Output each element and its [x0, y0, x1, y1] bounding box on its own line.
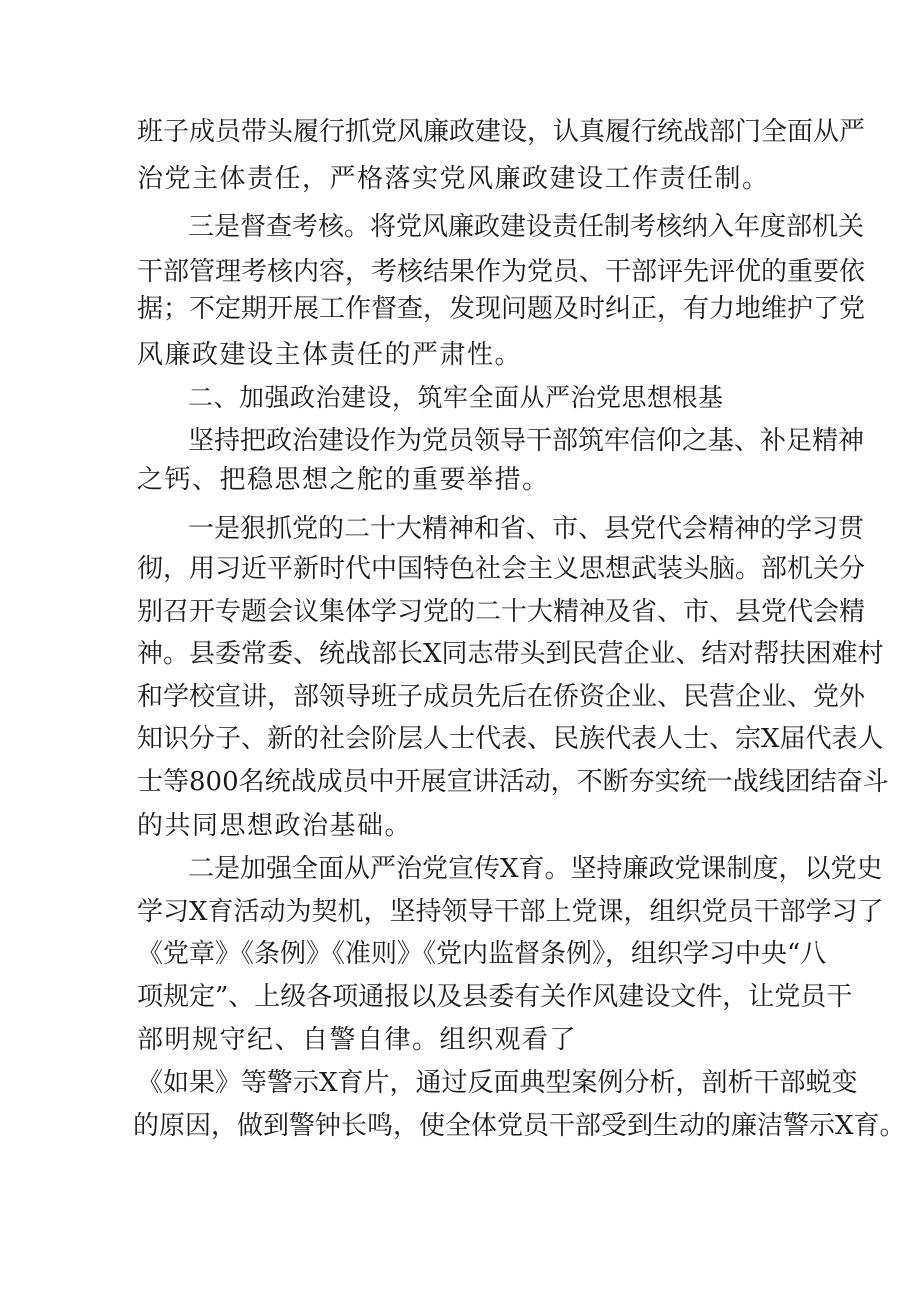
- paragraph-line: 和学校宣讲，部领导班子成员先后在侨资企业、民营企业、党外: [137, 682, 866, 712]
- paragraph-line: 一是狠抓党的二十大精神和省、市、县党代会精神的学习贯: [188, 514, 865, 544]
- paragraph-line: 士等800名统战成员中开展宣讲活动，不断夯实统一战线团结奋斗: [137, 767, 889, 797]
- paragraph-line: 据；不定期开展工作督查，发现问题及时纠正，有力地维护了党: [137, 294, 866, 324]
- paragraph-line: 之钙、把稳思想之舵的重要举措。: [137, 465, 550, 495]
- paragraph-line: 三是督查考核。将党风廉政建设责任制考核纳入年度部机关: [188, 212, 865, 242]
- paragraph-line: 治党主体责任，严格落实党风廉政建设工作责任制。: [137, 164, 770, 194]
- paragraph-line: 学习X育活动为契机，坚持领导干部上党课，组织党员干部学习了: [137, 897, 884, 927]
- paragraph-line: 彻，用习近平新时代中国特色社会主义思想武装头脑。部机关分: [137, 554, 866, 584]
- paragraph-line: 风廉政建设主体责任的严肃性。: [137, 340, 523, 370]
- paragraph-line: 部明规守纪、自警自律。组织观看了: [137, 1025, 578, 1055]
- paragraph-line: 神。县委常委、统战部长X同志带头到民营企业、结对帮扶困难村: [137, 639, 884, 669]
- paragraph-line: 《如果》等警示X育片，通过反面典型案例分析，剖析干部蜕变: [137, 1068, 858, 1098]
- paragraph-line: 的原因，做到警钟长鸣，使全体党员干部受到生动的廉洁警示X育。: [133, 1111, 906, 1141]
- paragraph-line: 别召开专题会议集体学习党的二十大精神及省、市、县党代会精: [137, 597, 866, 627]
- paragraph-line: 坚持把政治建设作为党员领导干部筑牢信仰之基、补足精神: [188, 426, 865, 456]
- paragraph-line: 项规定”、上级各项通报以及县委有关作风建设文件，让党员干: [137, 982, 853, 1012]
- section-heading: 二、加强政治建设，筑牢全面从严治党思想根基: [188, 383, 724, 412]
- paragraph-line: 《党章》《条例》《准则》《党内监督条例》，组织学习中央“八: [137, 939, 827, 969]
- paragraph-line: 班子成员带头履行抓党风廉政建设，认真履行统战部门全面从严: [137, 117, 866, 147]
- paragraph-line: 二是加强全面从严治党宣传X育。坚持廉政党课制度，以党史: [188, 854, 883, 884]
- paragraph-line: 的共同思想政治基础。: [137, 811, 413, 841]
- paragraph-line: 知识分子、新的社会阶层人士代表、民族代表人士、宗X届代表人: [137, 724, 884, 754]
- paragraph-line: 干部管理考核内容，考核结果作为党员、干部评先评优的重要依: [137, 257, 866, 287]
